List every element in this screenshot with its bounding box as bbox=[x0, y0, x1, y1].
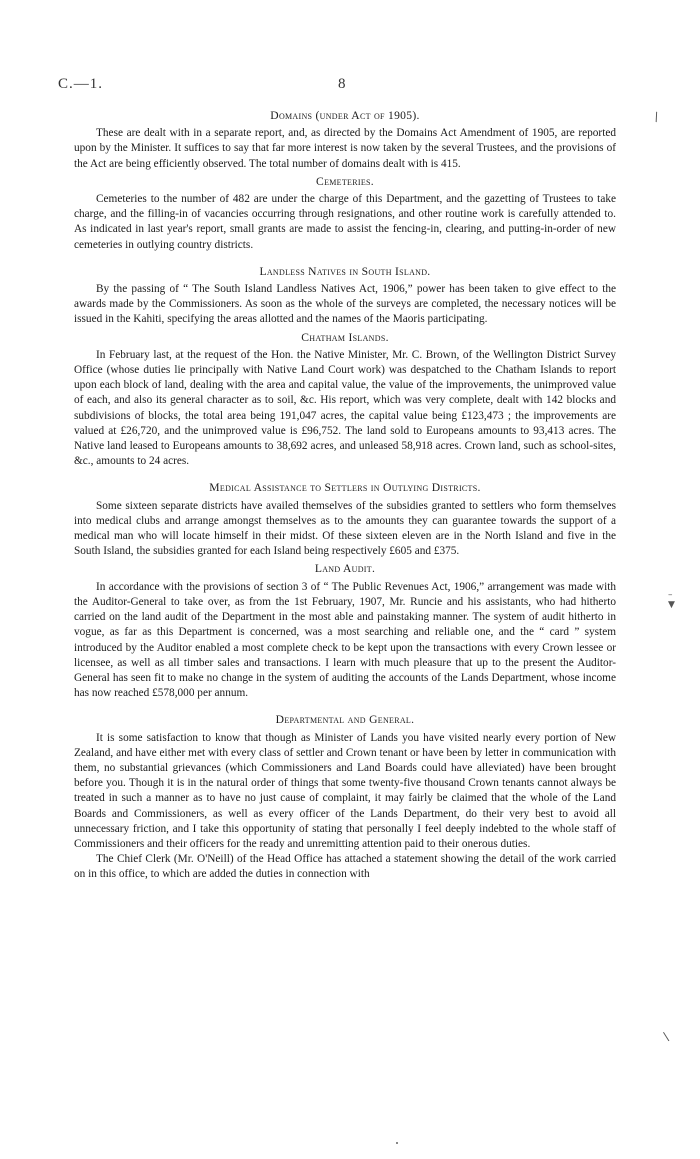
paragraph: In February last, at the request of the Hon. the Native Minister, Mr. C. Brown, of the Wellington District Survey Office (whose duties lie principally with Native Land Court work) was despatched to the Chatham Islands to report upon each block of land, dealing with the area and capital value, the value of the improvements, the unimproved value of each, and also its general character as to soil, &c. His report, which was very complete, dealt with 142 blocks and subdivisions of blocks, the total area being 191,047 acres, the capital value being £123,473 ; the improvements are valued at £26,720, and the unimproved value is £96,752. The land sold to Europeans amounts to 93,413 acres. The Native land leased to Europeans amounts to 38,692 acres, and unleased 58,918 acres. Crown land, such as school-sites, &c., amounts to 24 acres. bbox=[74, 348, 616, 468]
paragraph: It is some satisfaction to know that though as Minister of Lands you have visited nearly every portion of New Zealand, and have either met with every class of settler and Crown tenant or have been by letter in communication with them, no substantial grievances (which Commissioners and Land Boards could have alleviated) have been brought before you. Though it is in the natural order of things that some twenty-five thousand Crown tenants cannot always be treated in such a manner as to have no just cause of complaint, it may fairly be claimed that the whole of the Land Boards and Commissioners, as well as every officer of the Lands Department, do their very best to avoid all unnecessary friction, and I take this opportunity of stating that personally I feel deeply indebted to the whole staff of Commissioners and their officers for the ready and unremitting attention paid to their onerous duties. bbox=[74, 731, 616, 850]
paragraph: These are dealt with in a separate report, and, as directed by the Domains Act Amendment of 1905, are reported upon by the Minister. It suffices to say that far more interest is now taken by the several Trustees, and the provisions of the Act are being efficiently observed. The total number of domains dealt with is 415. bbox=[74, 127, 616, 170]
scan-dot bbox=[396, 1142, 398, 1144]
section-title: Chatham Islands. bbox=[301, 330, 389, 344]
section-medical-assistance bbox=[74, 480, 616, 559]
paragraph: The Chief Clerk (Mr. O'Neill) of the Head Office has attached a statement showing the detail of the work carried on in this office, to which are added the duties in connection with bbox=[74, 853, 616, 881]
document-reference: C.—1. bbox=[58, 76, 104, 92]
section-land-audit bbox=[74, 561, 616, 701]
paragraph: By the passing of “ The South Island Landless Natives Act, 1906,” power has been taken to give effect to the awards made by the Commissioners. As soon as the whole of the surveys are completed, the necessary notices will be issued in the Kahiti, specifying the areas allotted and the names of the Maoris participating. bbox=[74, 283, 616, 326]
page-number: 8 bbox=[338, 76, 346, 92]
section-title: Landless Natives in South Island. bbox=[259, 264, 431, 278]
paragraph: In accordance with the provisions of section 3 of “ The Public Revenues Act, 1906,” arrangement was made with the Auditor-General to take over, as from the 1st February, 1907, Mr. Runcie and his assistants, who had hitherto carried on the land audit of the Department in the most able and painstaking manner. The system of audit hitherto in vogue, as far as this Department is concerned, was a most searching and reliable one, and the “ card ” system introduced by the Auditor enabled a most complete check to be kept upon the transactions with every Crown lessee or licensee, as well as all timber sales and transactions. I learn with much pleasure that up to the present the Auditor-General has seen fit to make no change in the system of auditing the accounts of the Lands Department, whose income has now reached £578,000 per annum. bbox=[74, 580, 616, 700]
scan-mark-icon: – ▼ bbox=[668, 590, 675, 610]
section-departmental-general bbox=[74, 712, 616, 882]
paragraph: Some sixteen separate districts have availed themselves of the subsidies granted to settlers who form themselves into medical clubs and arrange amongst themselves as to the amounts they can guarantee towards the support of a medical man who will locate himself in their midst. Of these sixteen eleven are in the North Island and five in the South Island, the subsidies granted for each Island being respectively £605 and £375. bbox=[74, 499, 616, 558]
scan-mark-icon: ∖ bbox=[660, 1029, 672, 1045]
section-title: Domains (under Act of 1905). bbox=[270, 109, 420, 122]
section-domains bbox=[74, 108, 616, 172]
section-title: Medical Assistance to Settlers in Outlying Districts. bbox=[209, 481, 481, 495]
section-title: Departmental and General. bbox=[275, 713, 415, 727]
section-chatham-islands bbox=[74, 330, 616, 470]
document-body bbox=[74, 106, 616, 883]
section-cemeteries bbox=[74, 174, 616, 253]
section-title: Cemeteries. bbox=[316, 174, 374, 188]
section-landless-natives bbox=[74, 264, 616, 328]
section-title: Land Audit. bbox=[314, 562, 376, 576]
paragraph: Cemeteries to the number of 482 are under the charge of this Department, and the gazetting of Trustees to take charge, and the filling-in of vacancies occurring through resignations, and other routine work is carefully attended to. As indicated in last year's report, small grants are made to assist the fencing-in, clearing, and putting-in-order of new cemeteries in outlying country districts. bbox=[74, 193, 616, 251]
scan-mark-icon: ∖ bbox=[649, 109, 662, 125]
page-header bbox=[58, 76, 658, 96]
